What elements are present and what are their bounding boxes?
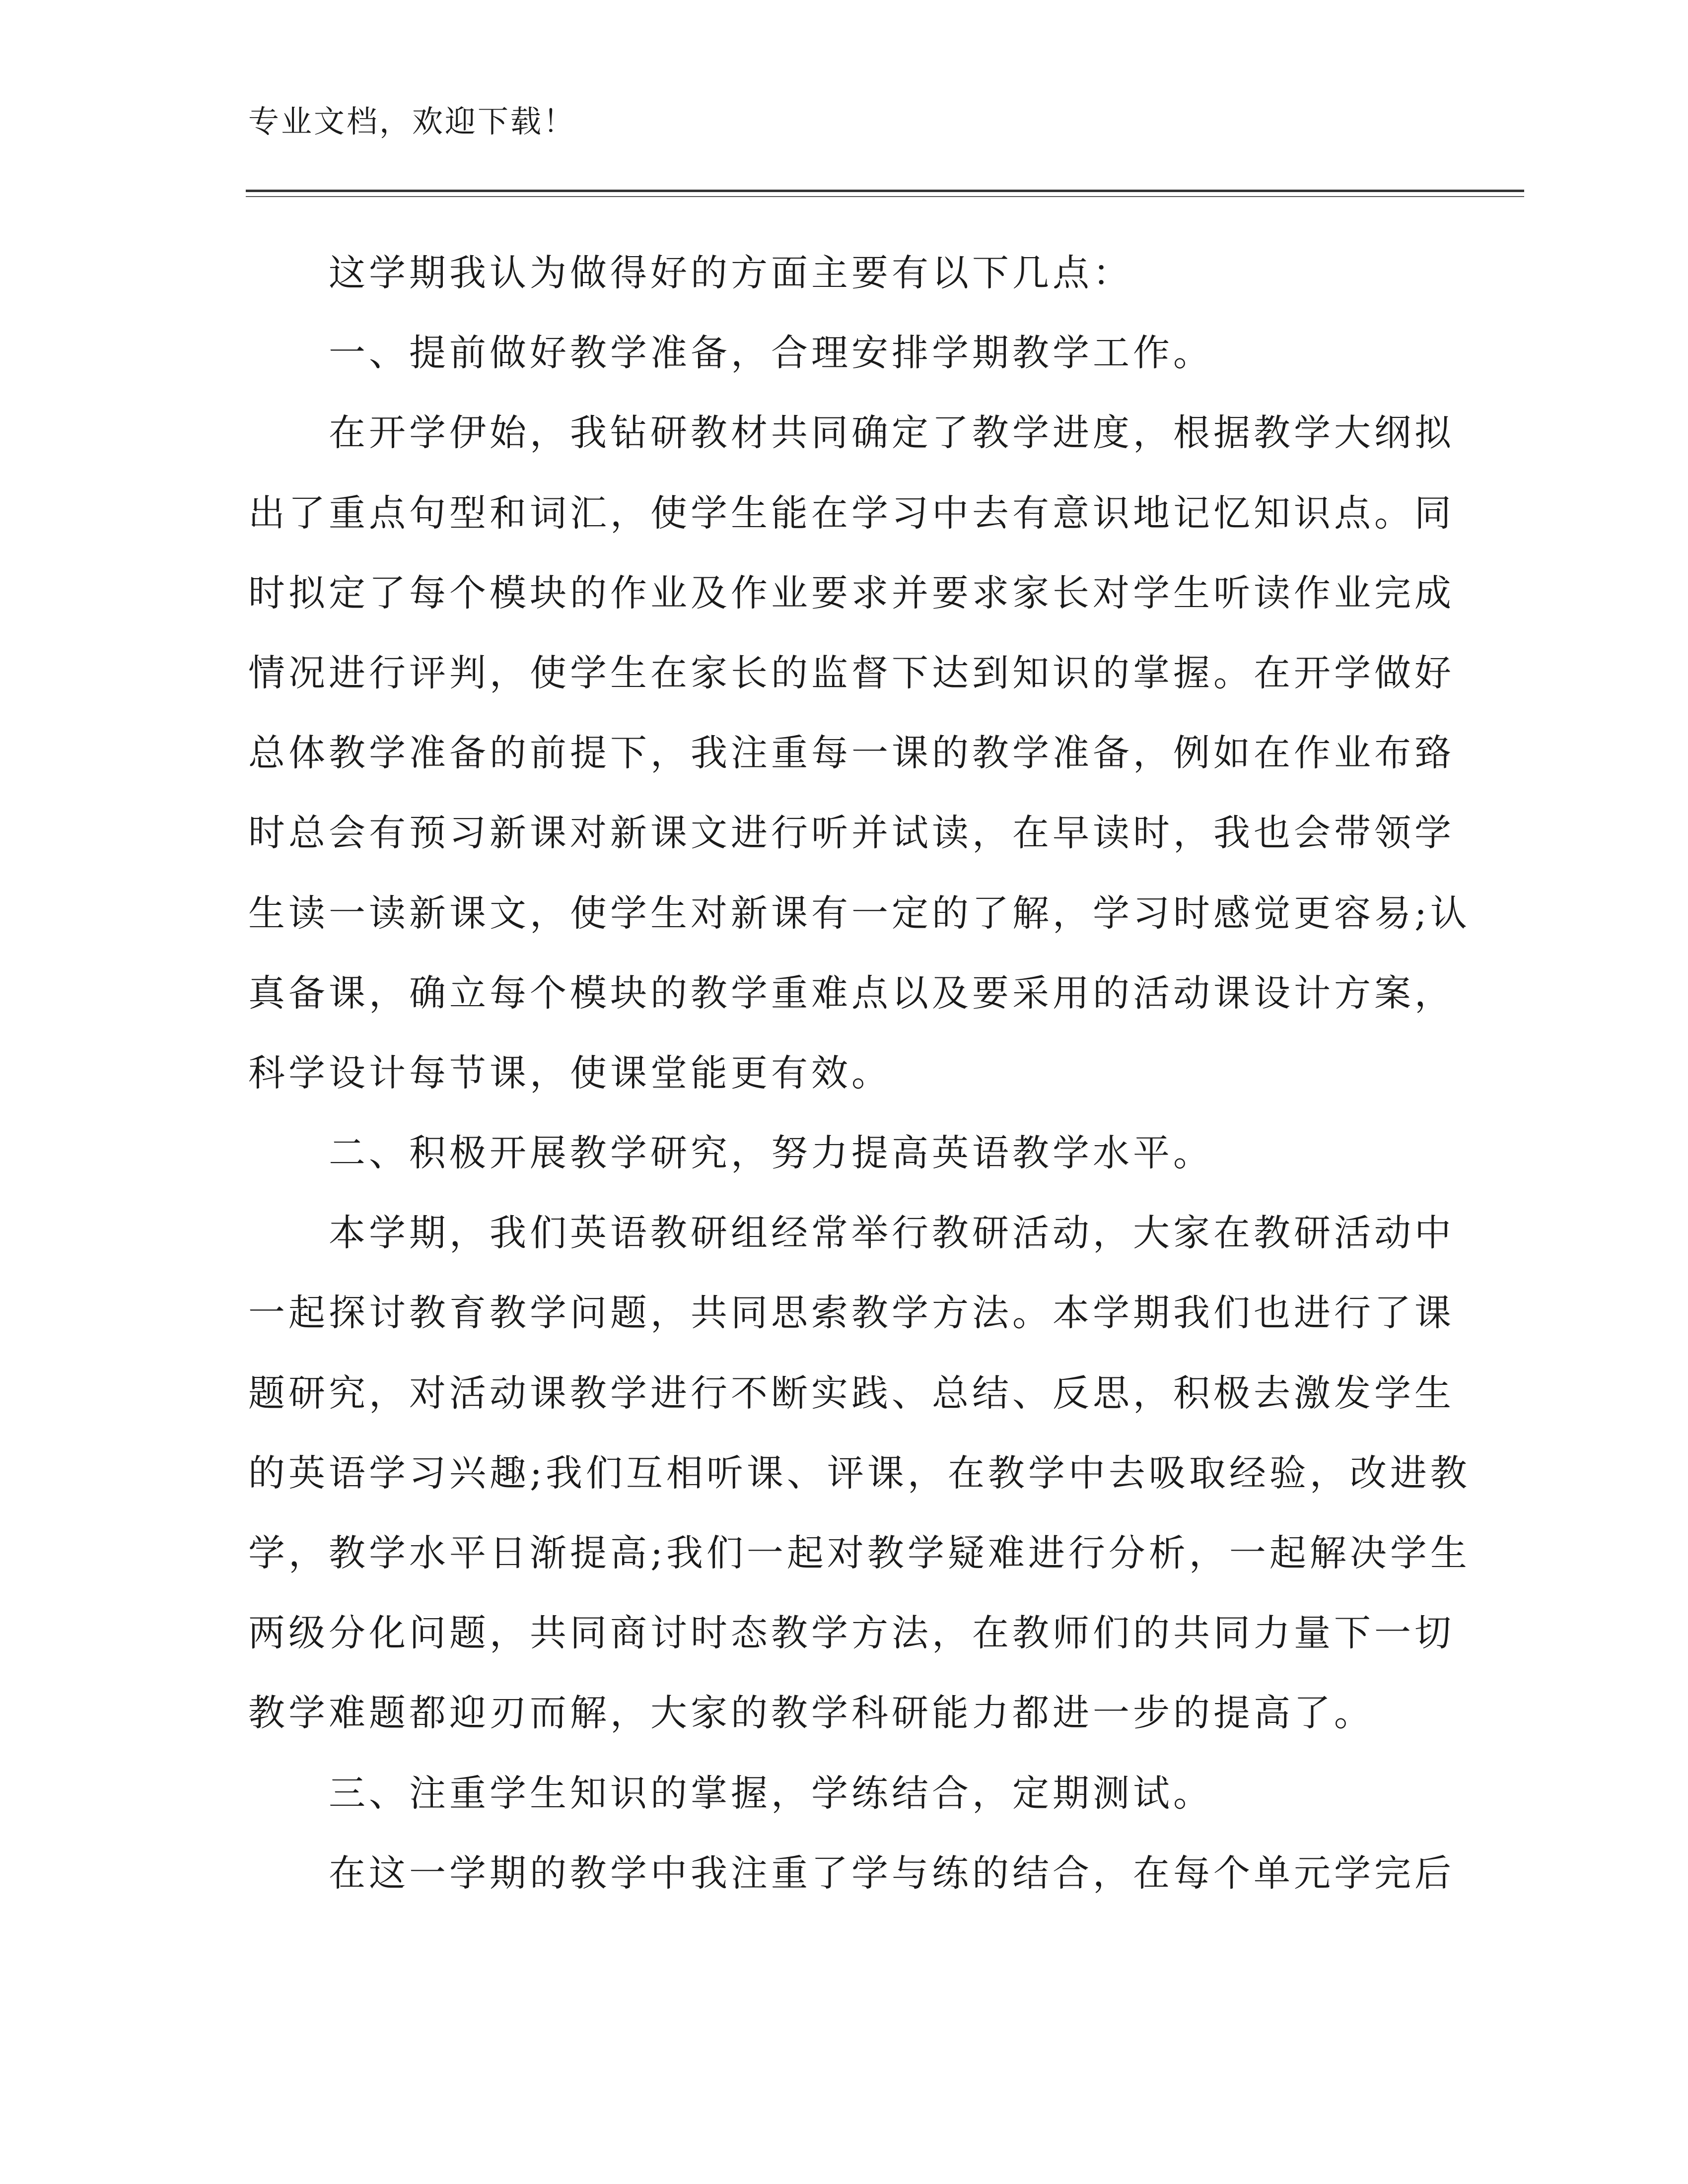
header-rule-thick: [246, 190, 1524, 192]
section-heading-3: 三、注重学生知识的掌握，学练结合，定期测试。: [329, 1772, 1213, 1815]
paragraph-intro: 这学期我认为做得好的方面主要有以下几点：: [329, 252, 1133, 294]
section-heading-2: 二、积极开展教学研究，努力提高英语教学水平。: [329, 1132, 1213, 1175]
paragraph-line: 在这一学期的教学中我注重了学与练的结合，在每个单元学完后: [329, 1851, 1455, 1895]
header-rule-thin: [246, 196, 1524, 197]
section-heading-1: 一、提前做好教学准备，合理安排学期教学工作。: [329, 332, 1213, 375]
paragraph-line: 在开学伊始，我钻研教材共同确定了教学进度，根据教学大纲拟: [329, 411, 1455, 455]
paragraph-line: 一起探讨教育教学问题，共同思索教学方法。本学期我们也进行了课: [248, 1292, 1455, 1335]
paragraph-line: 生读一读新课文，使学生对新课有一定的了解，学习时感觉更容易;认: [248, 891, 1471, 935]
paragraph-line: 情况进行评判，使学生在家长的监督下达到知识的掌握。在开学做好: [248, 651, 1455, 694]
paragraph-line: 时总会有预习新课对新课文进行听并试读，在早读时，我也会带领学: [248, 812, 1455, 855]
paragraph-line: 出了重点句型和词汇，使学生能在学习中去有意识地记忆知识点。同: [248, 491, 1455, 535]
paragraph-line: 的英语学习兴趣;我们互相听课、评课，在教学中去吸取经验，改进教: [248, 1451, 1471, 1495]
paragraph-line: 总体教学准备的前提下，我注重每一课的教学准备，例如在作业布臵: [248, 732, 1455, 775]
paragraph-line: 本学期，我们英语教研组经常举行教研活动，大家在教研活动中: [329, 1212, 1455, 1255]
page-header: 专业文档，欢迎下载！: [248, 103, 576, 139]
document-body: [248, 233, 1471, 1913]
paragraph-line: 教学难题都迎刃而解，大家的教学科研能力都进一步的提高了。: [248, 1692, 1374, 1735]
paragraph-line: 两级分化问题，共同商讨时态教学方法，在教师们的共同力量下一切: [248, 1612, 1455, 1655]
paragraph-line: 真备课，确立每个模块的教学重难点以及要采用的活动课设计方案，: [248, 971, 1455, 1015]
paragraph-line: 科学设计每节课，使课堂能更有效。: [248, 1051, 892, 1094]
paragraph-line: 题研究，对活动课教学进行不断实践、总结、反思，积极去激发学生: [248, 1371, 1455, 1415]
paragraph-line: 时拟定了每个模块的作业及作业要求并要求家长对学生听读作业完成: [248, 571, 1455, 614]
paragraph-line: 学，教学水平日渐提高;我们一起对教学疑难进行分析，一起解决学生: [248, 1532, 1471, 1574]
